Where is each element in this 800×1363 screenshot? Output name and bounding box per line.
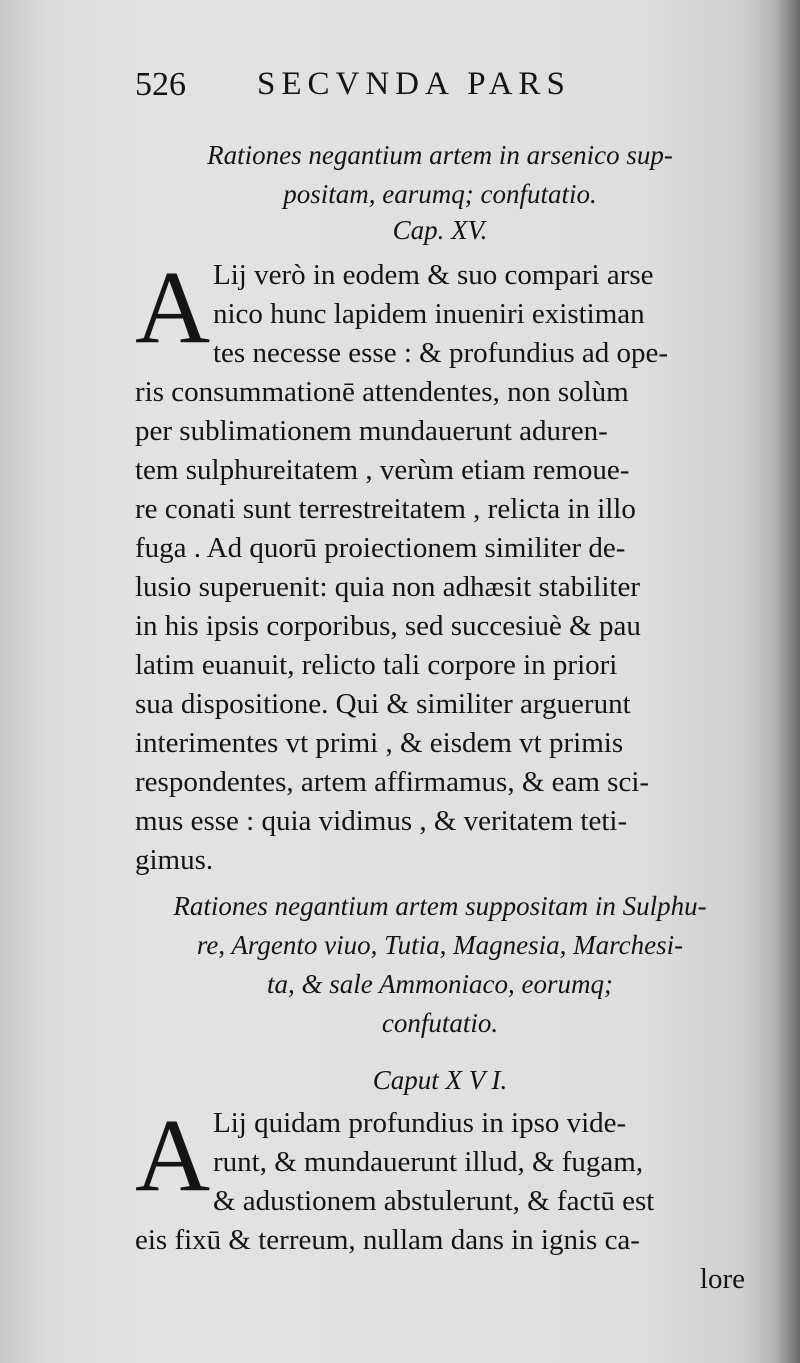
- text-line: tem sulphureitatem , verùm etiam remoue-: [135, 454, 630, 486]
- heading-line: positam, earumq; confutatio.: [283, 179, 597, 209]
- text-line: gimus.: [135, 844, 214, 876]
- chapter-16-text: [135, 1098, 745, 1299]
- chapter-15-text: [135, 250, 745, 880]
- text-line: lore: [699, 1263, 745, 1295]
- text-line: Lij verò in eodem & suo compari arse: [213, 259, 654, 291]
- chapter-15-label: Cap. XV.: [392, 215, 488, 245]
- page-number: 526: [135, 66, 186, 103]
- text-line: latim euanuit, relicto tali corpore in priori: [135, 649, 618, 681]
- heading-line: Rationes negantium artem in arsenico sup-: [207, 140, 673, 170]
- text-line: respondentes, artem affirmamus, & eam sci-: [135, 766, 650, 798]
- text-line: mus esse : quia vidimus , & veritatem teti-: [135, 805, 628, 837]
- text-line: nico hunc lapidem inueniri existiman: [213, 298, 645, 330]
- text-line: eis fixū & terreum, nullam dans in ignis ca-: [135, 1224, 640, 1256]
- text-line: ris consummationē attendentes, non solùm: [135, 376, 629, 408]
- text-line: in his ipsis corporibus, sed succesiuè & pau: [135, 610, 641, 642]
- text-line: re conati sunt terrestreitatem , relicta in illo: [135, 493, 636, 525]
- heading-line: ta, & sale Ammoniaco, eorumq;: [267, 969, 613, 999]
- page-header: [135, 66, 695, 110]
- chapter-16-label: Caput X V I.: [372, 1065, 508, 1095]
- book-gutter-shadow: [774, 0, 800, 1363]
- drop-cap: A: [135, 1098, 211, 1213]
- running-head: SECVNDA PARS: [257, 66, 571, 102]
- text-line: tes necesse esse : & profundius ad ope-: [213, 337, 669, 369]
- text-line: interimentes vt primi , & eisdem vt primis: [135, 727, 624, 759]
- text-line: per sublimationem mundauerunt aduren-: [135, 415, 608, 447]
- text-line: lusio superuenit: quia non adhæsit stabiliter: [135, 571, 641, 603]
- text-line: fuga . Ad quorū proiectionem similiter de-: [135, 532, 626, 564]
- heading-line: Rationes negantium artem suppositam in Sulphu-: [173, 891, 707, 921]
- heading-line: confutatio.: [381, 1008, 499, 1038]
- chapter-15-heading: [135, 135, 745, 213]
- chapter-16-heading: [135, 884, 745, 1040]
- text-line: & adustionem abstulerunt, & factū est: [213, 1185, 655, 1217]
- text-line: sua dispositione. Qui & similiter arguerunt: [135, 688, 631, 720]
- text-line: Lij quidam profundius in ipso vide-: [213, 1107, 627, 1139]
- text-line: runt, & mundauerunt illud, & fugam,: [213, 1146, 644, 1178]
- drop-cap: A: [135, 250, 211, 365]
- heading-line: re, Argento viuo, Tutia, Magnesia, Marchesi-: [196, 930, 684, 960]
